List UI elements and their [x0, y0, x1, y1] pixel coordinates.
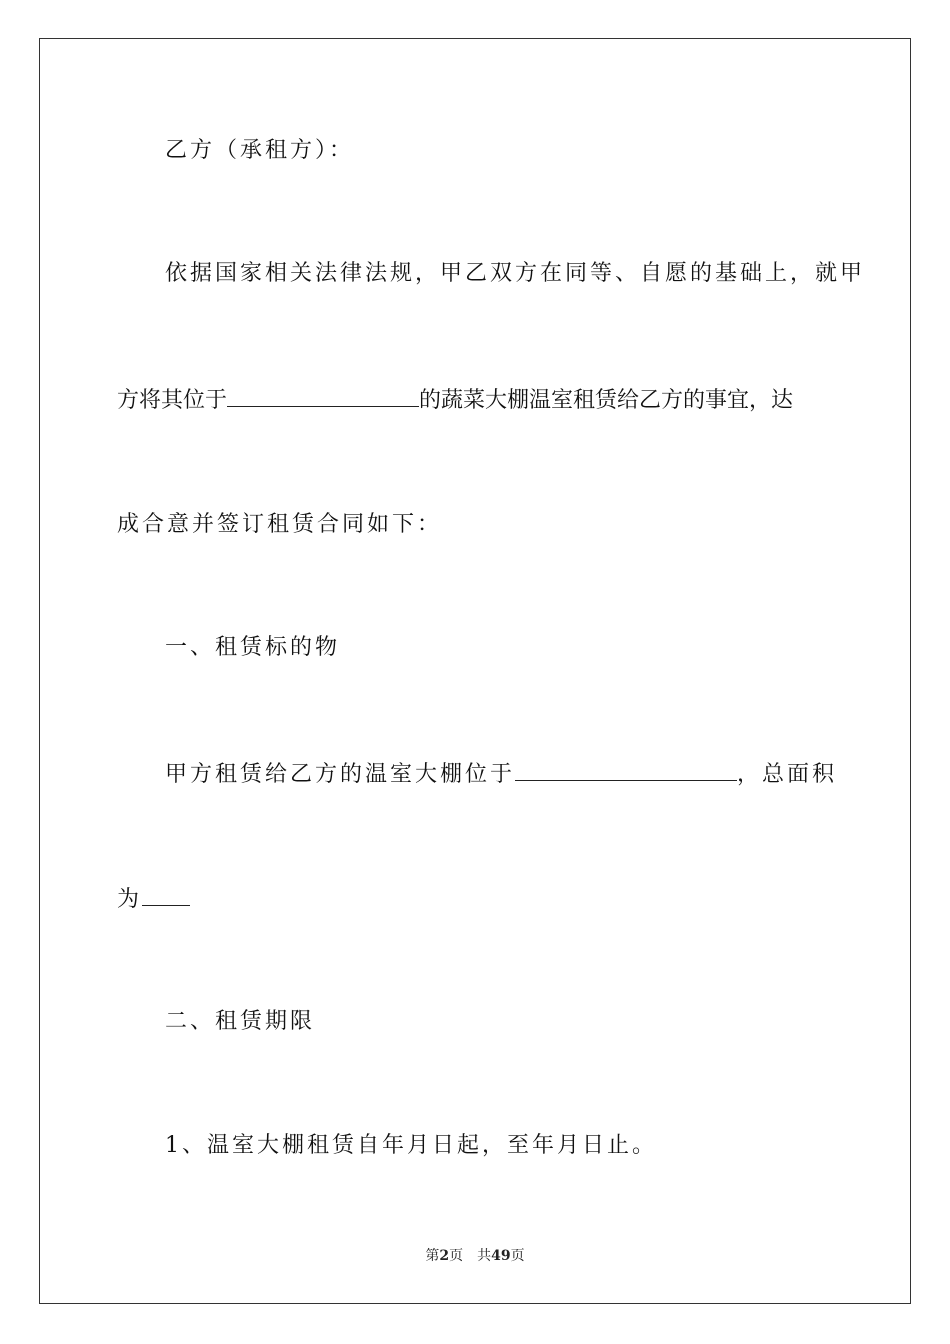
- area-blank: [142, 883, 190, 906]
- footer-page-number: 2: [439, 1248, 450, 1264]
- footer-page-suffix: 页: [449, 1248, 464, 1264]
- section-1-suffix-text: ，总面积: [737, 762, 838, 787]
- paragraph-1-line-2: [117, 384, 837, 416]
- party-b-line: [165, 136, 885, 166]
- footer-total-prefix: 共: [477, 1248, 492, 1264]
- paragraph-1-line-1: [165, 259, 866, 289]
- footer-total-suffix: 页: [510, 1248, 525, 1264]
- section-1-line-2: [117, 883, 837, 915]
- location-prefix-text: 方将其位于: [117, 388, 228, 413]
- location-blank: [227, 384, 419, 407]
- paragraph-1-text: 依据国家相关法律法规，甲乙双方在同等、自愿的基础上，就甲: [165, 261, 866, 286]
- location-suffix-text: 的蔬菜大棚温室租赁给乙方的事宜，达: [419, 388, 794, 413]
- greenhouse-location-blank: [515, 758, 737, 781]
- party-b-label: 乙方（承租方）：: [165, 138, 355, 163]
- paragraph-1-text-end: 成合意并签订租赁合同如下：: [117, 512, 443, 537]
- area-prefix-text: 为: [117, 887, 143, 912]
- section-2-title: 二、租赁期限: [165, 1009, 316, 1034]
- section-2-heading: [165, 1007, 885, 1037]
- section-2-item-1: [165, 1131, 885, 1161]
- footer-total-pages: 49: [491, 1248, 511, 1264]
- page-footer: [0, 1247, 950, 1265]
- paragraph-1-line-3: [117, 510, 837, 540]
- footer-prefix: 第: [425, 1248, 440, 1264]
- section-1-line-1: [165, 758, 837, 790]
- lease-term-text: 1、温室大棚租赁自年月日起，至年月日止。: [165, 1133, 657, 1158]
- section-1-prefix-text: 甲方租赁给乙方的温室大棚位于: [165, 762, 516, 787]
- section-1-title: 一、租赁标的物: [165, 635, 341, 660]
- section-1-heading: [165, 633, 885, 663]
- page-border: [39, 38, 911, 1304]
